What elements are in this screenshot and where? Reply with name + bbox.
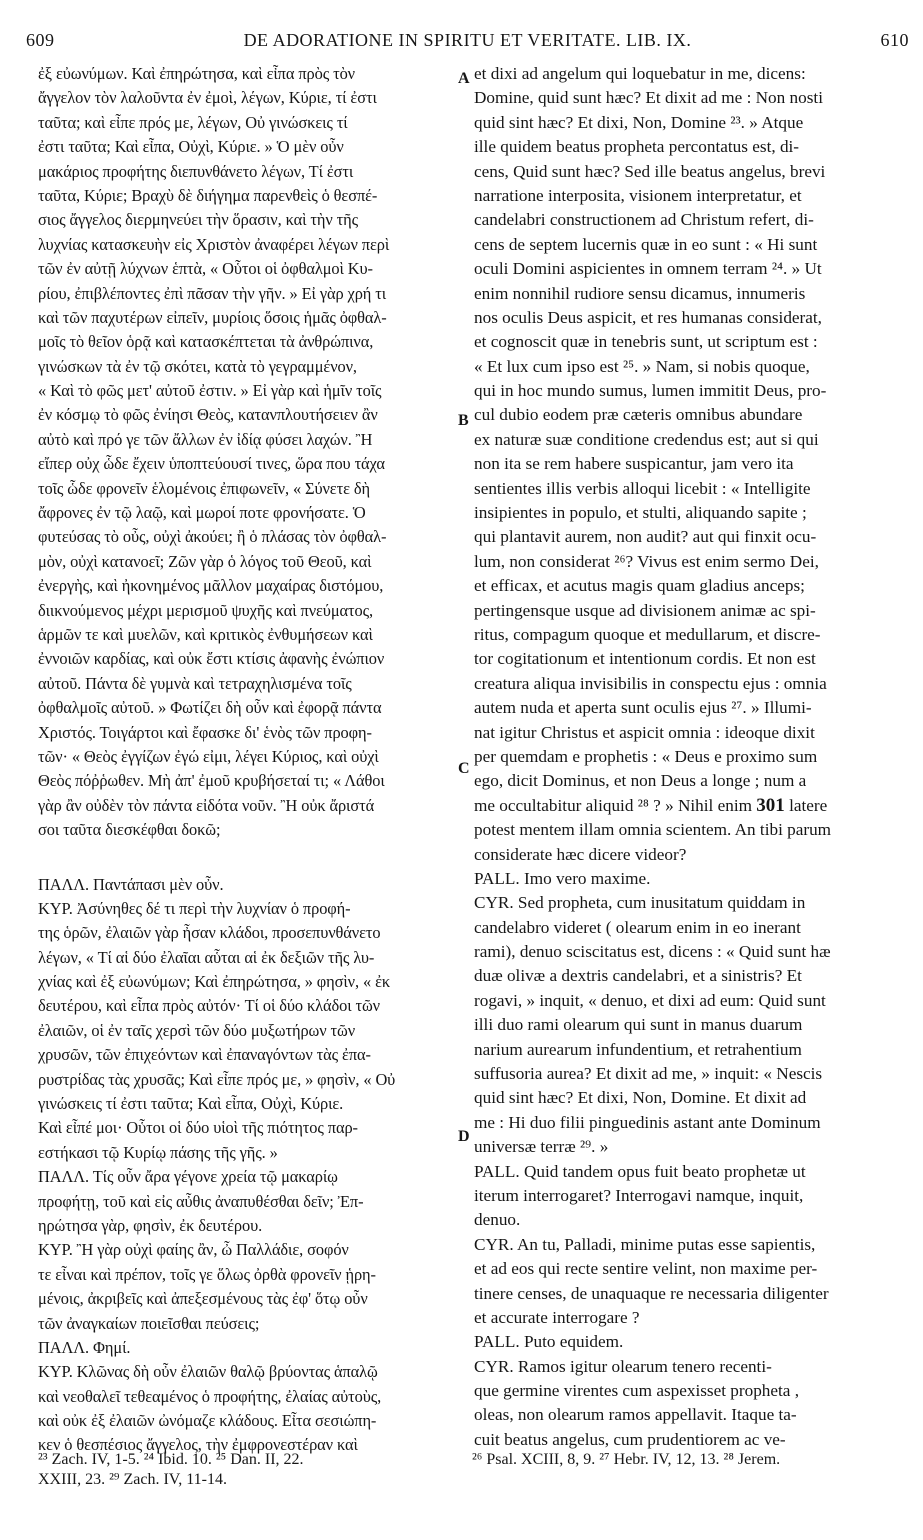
- running-header: [26, 22, 909, 52]
- text-line: μὸν, οὐχὶ κατανοεῖ; Ζῶν γὰρ ὁ λόγος τοῦ Θεοῦ, καὶ: [38, 551, 372, 571]
- text-line: [38, 843, 456, 873]
- text-line: PALL. Puto equidem.: [474, 1332, 624, 1352]
- text-line: ἄγγελον τὸν λαλοῦντα ἐν ἐμοὶ, λέγων, Κύριε, τί ἐστι: [38, 88, 377, 108]
- text-line: candelabri constructionem ad Christum refert, di-: [474, 210, 814, 230]
- text-line: CYR. Sed propheta, cum inusitatum quiddam in: [474, 893, 806, 913]
- text-line: denuo.: [474, 1210, 521, 1230]
- text-line: τῶν ἐν αὐτῇ λύχνων ἑπτὰ, « Οὗτοι οἱ ὀφθαλμοὶ Κυ-: [38, 259, 373, 279]
- text-line: εστήκασι τῷ Κυρίῳ πάσης τῆς γῆς. »: [38, 1142, 278, 1162]
- text-line: διικνούμενος μέχρι μερισμοῦ ψυχῆς καὶ πνεύματος,: [38, 600, 373, 620]
- text-line: non ita se rem habere suspicantur, jam vero ita: [474, 454, 794, 474]
- text-line: ΚΥΡ. Κλῶνας δὴ οὖν ἐλαιῶν θαλῷ βρύοντας ἁπαλῷ: [38, 1362, 378, 1382]
- text-line: καὶ νεοθαλεῖ τεθεαμένος ὁ προφήτης, ἐλαίας αὐτοὺς,: [38, 1386, 382, 1406]
- text-line: καὶ τῶν παχυτέρων εἰπεῖν, μυρίοις ὅσοις ἡμᾶς ὀφθαλ-: [38, 307, 387, 327]
- text-line: sentientes illis verbis alloqui licebit : « Intelligite: [474, 478, 811, 498]
- text-line: καὶ οὐκ ἐξ ἐλαιῶν ὠνόμαζε κλάδους. Εἶτα σεσιώπη-: [38, 1411, 377, 1431]
- margin-marker-b: B: [458, 412, 469, 429]
- text-line: μένοις, ἀκριβεῖς καὶ ἀπεξεσμένους τὰς ἐφ' ὅτῳ οὖν: [38, 1289, 368, 1309]
- text-line: γὰρ ἂν οὐδὲν τὸν πάντα εἰδότα νοῦν. Ἢ οὐκ ἄριστά: [38, 795, 375, 815]
- text-line: et efficax, et acutus magis quam gladius anceps;: [474, 576, 805, 596]
- text-line: σοι ταῦτα διεσκέφθαι δοκῶ;: [38, 820, 221, 840]
- text-line: προφήτῃ, τοῦ καὶ εἰς αὖθις ἀναπυθέσθαι δεῖν; Ἐπ-: [38, 1191, 364, 1211]
- text-line: ΠΑΛΛ. Φημί.: [38, 1337, 131, 1357]
- text-line: μακάριος προφήτης διεπυνθάνετο λέγων, Τί ἐστι: [38, 161, 354, 181]
- text-line: quid sint hæc? Et dixi, Non, Domine. Et dixit ad: [474, 1088, 807, 1108]
- text-line: ἐνεργὴς, καὶ ἠκονημένος μᾶλλον μαχαίρας διστόμου,: [38, 576, 384, 596]
- text-line: χνίας καὶ ἐξ εὐωνύμων; Καὶ ἐπηρώτησα, » φησὶν, « ἐκ: [38, 972, 391, 992]
- text-line: ἐννοιῶν καρδίας, καὶ οὐκ ἔστι κτίσις ἀφανὴς ἐνώπιον: [38, 649, 385, 669]
- text-line: σιος ἄγγελος διερμηνεύει τὴν ὅρασιν, καὶ τὴν τῆς: [38, 210, 358, 230]
- text-line: me occultabitur aliquid ²⁸ ? » Nihil enim 301 latere: [474, 794, 828, 816]
- greek-column: [38, 62, 456, 1458]
- text-line: ἐλαιῶν, οἱ ἐν ταῖς χερσὶ τῶν δύο μυξωτήρων τῶν: [38, 1020, 356, 1040]
- text-line: ρυστρίδας τὰς χρυσᾶς; Καὶ εἶπε πρός με, » φησὶν, « Οὐ: [38, 1069, 396, 1089]
- footnote-line: ²⁶ Psal. XCIII, 8, 9. ²⁷ Hebr. IV, 12, 13. ²⁸ Jerem.: [472, 1451, 781, 1468]
- text-line: ΚΥΡ. Ἀσύνηθες δέ τι περὶ τὴν λυχνίαν ὁ προφή-: [38, 898, 351, 918]
- text-line: ρίου, ἐπιβλέποντες ἐπὶ πᾶσαν τὴν γῆν. » Εἰ γὰρ χρή τι: [38, 283, 387, 303]
- footnote-line: XXIII, 23. ²⁹ Zach. IV, 11-14.: [38, 1471, 227, 1488]
- text-line: cuit beatus angelus, cum prudentiorem ac ve-: [474, 1429, 786, 1449]
- text-line: CYR. Ramos igitur olearum tenero recenti-: [474, 1356, 772, 1376]
- text-line: qui in hoc mundo sumus, lumen immitit Deus, pro-: [474, 381, 827, 401]
- text-line: ἐν κόσμῳ τὸ φῶς ἐνίησι Θεὸς, κατανπλουτήσειεν ἂν: [38, 405, 378, 425]
- text-line: PALL. Imo vero maxime.: [474, 868, 651, 888]
- text-line: δευτέρου, καὶ εἶπα πρὸς αὐτόν· Τί οἱ δύο κλάδοι τῶν: [38, 996, 380, 1016]
- text-line: ille quidem beatus propheta percontatus est, di-: [474, 137, 800, 157]
- margin-marker-a: A: [458, 70, 470, 87]
- running-title: DE ADORATIONE IN SPIRITU ET VERITATE. LIB. IX.: [243, 30, 692, 50]
- text-line: « Καὶ τὸ φῶς μετ' αὐτοῦ ἐστιν. » Εἰ γὰρ καὶ ἡμῖν τοῖς: [38, 381, 382, 401]
- text-line: ἄφρονες ἐν τῷ λαῷ, καὶ μωροί ποτε φρονήσατε. Ὁ: [38, 503, 366, 523]
- margin-marker-c: C: [458, 760, 470, 777]
- text-line: et accurate interrogare ?: [474, 1307, 640, 1327]
- text-line: quid sint hæc? Et dixi, Non, Domine ²³. » Atque: [474, 112, 804, 132]
- text-line: εἴπερ οὐχ ὧδε ἔχειν ὑποπτεύουσί τινες, ὥρα που τάχα: [38, 454, 385, 474]
- text-line: illi duo rami olearum qui sunt in manus duarum: [474, 1015, 803, 1035]
- text-line: « Et lux cum ipso est ²⁵. » Nam, si nobis quoque,: [474, 356, 810, 376]
- text-line: creatura aliqua invisibilis in conspectu ejus : omnia: [474, 673, 827, 693]
- text-line: ritus, compagum quoque et medullarum, et discre-: [474, 624, 821, 644]
- footnotes-left: [38, 1450, 456, 1490]
- text-line: cul dubio eodem præ cæteris omnibus abundare: [474, 405, 803, 425]
- text-line: cens, Quid sunt hæc? Sed ille beatus angelus, brevi: [474, 161, 826, 181]
- text-line: et cognoscit quæ in tenebris sunt, ut scriptum est :: [474, 332, 818, 352]
- text-line: γινώσκων τὰ ἐν τῷ σκότει, κατὰ τὸ γεγραμμένον,: [38, 356, 357, 376]
- text-line: ἐξ εὐωνύμων. Καὶ ἐπηρώτησα, καὶ εἶπα πρὸς τὸν: [38, 64, 355, 83]
- text-line: ταῦτα; καὶ εἶπε πρός με, λέγων, Οὐ γινώσκεις τί: [38, 112, 348, 132]
- text-line: της ὁρῶν, ἐλαιῶν γὰρ ἦσαν κλάδοι, προσεπυνθάνετο: [38, 923, 381, 943]
- text-line: nat igitur Christus et aspicit omnia : ideoque dixit: [474, 722, 815, 742]
- text-line: ΚΥΡ. Ἢ γὰρ οὐχὶ φαίης ἂν, ὦ Παλλάδιε, σοφόν: [38, 1240, 349, 1260]
- text-line: suffusoria aurea? Et dixit ad me, » inquit: « Nescis: [474, 1064, 823, 1084]
- text-line: φυτεύσας τὸ οὖς, οὐχὶ ἀκούει; ἢ ὁ πλάσας τὸν ὀφθαλ-: [38, 527, 387, 547]
- text-line: considerate hæc dicere videor?: [474, 844, 687, 864]
- text-line: Domine, quid sunt hæc? Et dixit ad me : Non nosti: [474, 88, 823, 108]
- text-line: rami), denuo sciscitatus est, dicens : « Quid sunt hæ: [474, 942, 831, 962]
- text-line: ΠΑΛΛ. Τίς οὖν ἄρα γέγονε χρεία τῷ μακαρίῳ: [38, 1167, 338, 1187]
- text-line: rogavi, » inquit, « denuo, et dixi ad eum: Quid sunt: [474, 990, 826, 1010]
- text-line: ὀφθαλμοῖς αὐτοῦ. » Φωτίζει δὴ οὖν καὶ ἐφορᾷ πάντα: [38, 698, 382, 718]
- text-line: ΠΑΛΛ. Παντάπασι μὲν οὖν.: [38, 874, 224, 894]
- margin-marker-d: D: [458, 1128, 470, 1145]
- text-line: Καὶ εἶπέ μοι· Οὗτοι οἱ δύο υἱοὶ τῆς πιότητος παρ-: [38, 1118, 358, 1138]
- text-line: nos oculis Deus aspicit, et res humanas considerat,: [474, 307, 822, 327]
- text-line: enim nonnihil rudiore sensu dicamus, innumeris: [474, 283, 806, 303]
- text-line: αὐτὸ καὶ πρό γε τῶν ἄλλων ἐν ἰδίᾳ φύσει λαχών. Ἢ: [38, 429, 373, 449]
- latin-column: [474, 62, 888, 1452]
- column-number-marker: 301: [756, 794, 785, 816]
- text-line: γινώσκεις τί ἐστι ταῦτα; Καὶ εἶπα, Οὐχὶ, Κύριε.: [38, 1094, 344, 1114]
- text-line: pertingensque usque ad divisionem animæ ac spi-: [474, 600, 816, 620]
- text-line: iterum interrogaret? Interrogavi namque, inquit,: [474, 1185, 804, 1205]
- text-line: que germine virentes cum aspexisset propheta ,: [474, 1381, 800, 1401]
- footnotes-right: [472, 1450, 892, 1470]
- text-line: qui plantavit aurem, non audit? aut qui finxit ocu-: [474, 527, 817, 547]
- text-line: candelabro videret ( olearum enim in eo inerant: [474, 917, 801, 937]
- text-line: ego, dicit Dominus, et non Deus a longe ; num a: [474, 771, 807, 791]
- text-line: ταῦτα, Κύριε; Βραχὺ δὲ διήγημα παρενθεὶς ὁ θεσπέ-: [38, 185, 378, 205]
- text-line: ἐστι ταῦτα; Καὶ εἶπα, Οὐχὶ, Κύριε. » Ὁ μὲν οὖν: [38, 137, 344, 157]
- footnote-line: ²³ Zach. IV, 1-5. ²⁴ Ibid. 10. ²⁵ Dan. II, 22.: [38, 1451, 304, 1468]
- text-line: potest mentem illam omnia scientem. An tibi parum: [474, 820, 832, 840]
- text-line: oleas, non olearum ramos appellavit. Itaque ta-: [474, 1405, 797, 1425]
- text-line: ἁρμῶν τε καὶ μυελῶν, καὶ κριτικὸς ἐνθυμήσεων καὶ: [38, 624, 373, 644]
- text-line: tinere censes, de unaquaque re necessaria diligenter: [474, 1283, 829, 1303]
- text-line: me : Hi duo filii pinguedinis astant ante Dominum: [474, 1112, 821, 1132]
- text-line: κεν ὁ θεσπέσιος ἄγγελος, τὴν ἐμφρονεστέραν καὶ: [38, 1435, 358, 1455]
- text-line: τῶν ἀναγκαίων ποιεῖσθαι πεύσεις;: [38, 1313, 260, 1333]
- text-line: cens de septem lucernis quæ in eo sunt : « Hi sunt: [474, 234, 818, 254]
- text-line: per quemdam e prophetis : « Deus e proximo sum: [474, 746, 818, 766]
- text-line: λέγων, « Τί αἱ δύο ἐλαῖαι αὗται αἱ ἐκ δεξιῶν τῆς λυ-: [38, 947, 375, 967]
- text-line: PALL. Quid tandem opus fuit beato prophetæ ut: [474, 1161, 806, 1181]
- page-number-right: 610: [880, 30, 909, 50]
- text-line: duæ olivæ a dextris candelabri, et a sinistris? Et: [474, 966, 802, 986]
- text-line: ηρώτησα γὰρ, φησὶν, ἐκ δευτέρου.: [38, 1215, 263, 1235]
- text-line: oculi Domini aspicientes in omnem terram ²⁴. » Ut: [474, 259, 822, 279]
- text-line: μοῖς τὸ θεῖον ὁρᾷ καὶ κατασκέπτεται τὰ ἀνθρώπινα,: [38, 332, 374, 352]
- text-line: narratione interposita, visionem interpretatur, et: [474, 185, 802, 205]
- page-number-left: 609: [26, 30, 55, 50]
- text-line: insipientes in populo, et stulti, aliquando sapite ;: [474, 503, 807, 523]
- text-line: et ad eos qui recte sentire velint, non maxime per-: [474, 1259, 818, 1279]
- text-line: λυχνίας κατασκευὴν εἰς Χριστὸν ἀναφέρει λέγων περὶ: [38, 234, 390, 254]
- text-line: tor cogitationum et intentionum cordis. Et non est: [474, 649, 816, 669]
- text-line: et dixi ad angelum qui loquebatur in me, dicens:: [474, 64, 806, 83]
- text-line: τε εἶναι καὶ πρέπον, τοῖς γε ὅλως ὀρθὰ φρονεῖν ᾑρη-: [38, 1264, 376, 1284]
- text-line: lum, non considerat ²⁶? Vivus est enim sermo Dei,: [474, 551, 819, 571]
- text-line: universæ terræ ²⁹. »: [474, 1137, 609, 1157]
- text-line: narium aurearum infundentium, et retrahentium: [474, 1039, 802, 1059]
- text-line: CYR. An tu, Palladi, minime putas esse sapientis,: [474, 1234, 816, 1254]
- text-line: Χριστός. Τοιγάρτοι καὶ ἔφασκε δι' ἑνὸς τῶν προφη-: [38, 722, 372, 742]
- text-line: αὐτοῦ. Πάντα δὲ γυμνὰ καὶ τετραχηλισμένα τοῖς: [38, 673, 352, 693]
- text-line: χρυσῶν, τῶν ἐπιχεόντων καὶ ἐπαναγόντων τὰς ἐπα-: [38, 1045, 371, 1065]
- text-line: ex naturæ suæ conditione credendus est; aut si qui: [474, 429, 819, 449]
- text-line: Θεὸς πόῤῥωθεν. Μὴ ἀπ' ἐμοῦ κρυβήσεταί τι; « Λάθοι: [38, 771, 385, 791]
- text-line: τῶν· « Θεὸς ἐγγίζων ἐγώ εἰμι, λέγει Κύριος, καὶ οὐχὶ: [38, 746, 379, 766]
- text-line: autem nuda et aperta sunt oculis ejus ²⁷. » Illumi-: [474, 698, 812, 718]
- text-line: τοῖς ὧδε φρονεῖν ἑλομένοις ἐπιφωνεῖν, « Σύνετε δὴ: [38, 478, 370, 498]
